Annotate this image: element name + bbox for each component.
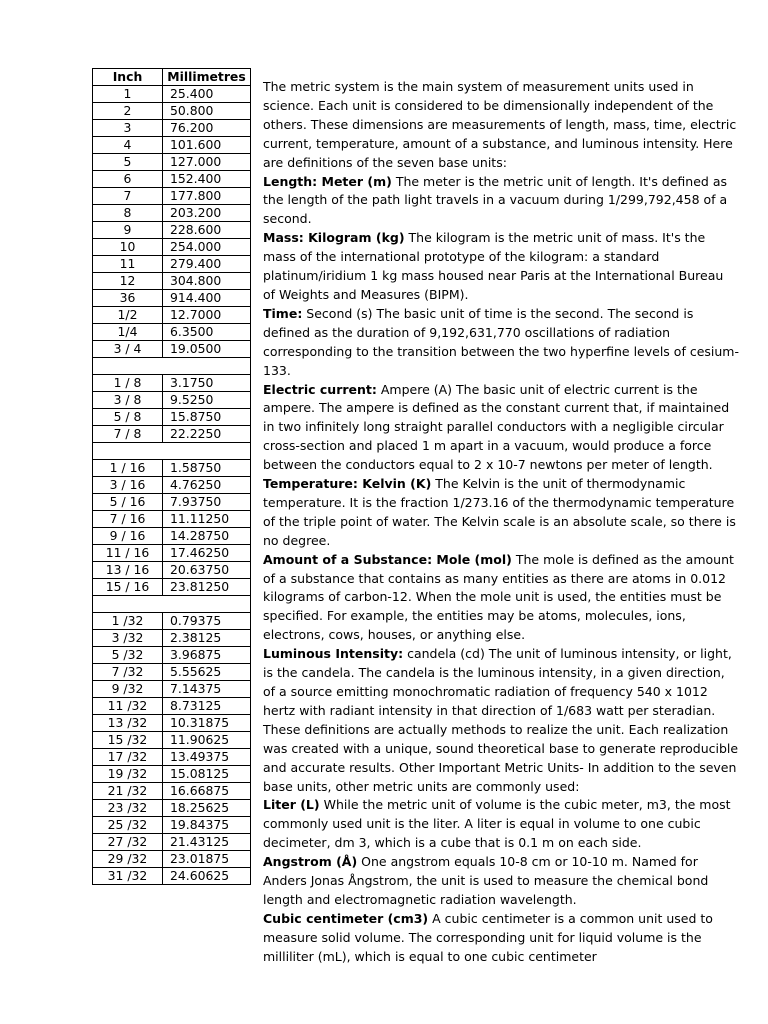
table-row [93,391,251,408]
millimetres-cell: 24.60625 [163,867,251,884]
millimetres-cell: 152.400 [163,171,251,188]
text-paragraph [263,475,739,551]
millimetres-cell: 16.66875 [163,782,251,799]
table-row [93,307,251,324]
inch-cell: 5 / 16 [93,493,163,510]
paragraph-label: Luminous Intensity: [263,646,404,662]
text-paragraph [263,645,739,721]
inch-cell: 23 /32 [93,799,163,816]
millimetres-cell: 2.38125 [163,629,251,646]
table-row [93,680,251,697]
inch-cell: 27 /32 [93,833,163,850]
millimetres-cell: 101.600 [163,137,251,154]
table-row [93,493,251,510]
table-row [93,188,251,205]
millimetres-cell: 228.600 [163,222,251,239]
table-row [93,867,251,884]
table-row [93,103,251,120]
inch-cell: 1/4 [93,324,163,341]
inch-cell: 3 [93,120,163,137]
table-row [93,137,251,154]
inch-cell: 19 /32 [93,765,163,782]
table-row [93,476,251,493]
inch-cell: 7 / 16 [93,510,163,527]
text-paragraph [263,551,739,646]
table-row [93,324,251,341]
millimetres-cell: 23.01875 [163,850,251,867]
inch-cell: 10 [93,239,163,256]
table-row [93,544,251,561]
millimetres-cell: 50.800 [163,103,251,120]
table-row [93,273,251,290]
table-row [93,341,251,358]
inch-cell: 15 /32 [93,731,163,748]
inch-cell: 2 [93,103,163,120]
table-row [93,833,251,850]
text-paragraph [263,381,739,476]
inch-cell: 7 / 8 [93,425,163,442]
inch-cell: 7 [93,188,163,205]
millimetres-column-header: Millimetres [163,69,251,86]
millimetres-cell: 5.55625 [163,663,251,680]
paragraph-body: Second (s) The basic unit of time is the second. The second is defined as the duration of 9,192,631,770 oscillations of radiation corresponding to the transition between the two hyperfine levels of cesium-133. [263,305,739,378]
text-paragraph [263,721,739,797]
inch-cell: 5 / 8 [93,408,163,425]
inch-cell: 13 /32 [93,714,163,731]
table-row [93,799,251,816]
inch-cell: 4 [93,137,163,154]
text-paragraph [263,910,739,967]
table-row [93,561,251,578]
millimetres-cell: 254.000 [163,239,251,256]
millimetres-cell: 6.3500 [163,324,251,341]
table-row [93,374,251,391]
paragraph-body: A cubic centimeter is a common unit used to measure solid volume. The corresponding unit for liquid volume is the milliliter (mL), which is equal to one cubic centimeter [263,910,713,964]
millimetres-cell: 9.5250 [163,391,251,408]
table-row [93,612,251,629]
inch-cell: 11 / 16 [93,544,163,561]
millimetres-cell: 177.800 [163,188,251,205]
paragraph-body: The mole is defined as the amount of a substance that contains as many entities as there are atoms in 0.012 kilograms of carbon-12. When the mole unit is used, the entities must be specified. For example, the entities may be atoms, molecules, ions, electrons, cows, houses, or anything else. [263,551,734,643]
inch-cell: 6 [93,171,163,188]
millimetres-cell: 7.93750 [163,493,251,510]
table-row [93,578,251,595]
millimetres-cell: 21.43125 [163,833,251,850]
millimetres-cell: 23.81250 [163,578,251,595]
millimetres-cell: 20.63750 [163,561,251,578]
table-row [93,527,251,544]
millimetres-cell: 76.200 [163,120,251,137]
table-row [93,459,251,476]
inch-cell: 9 / 16 [93,527,163,544]
millimetres-cell: 15.08125 [163,765,251,782]
millimetres-cell: 19.0500 [163,341,251,358]
table-row [93,86,251,103]
millimetres-cell: 7.14375 [163,680,251,697]
millimetres-cell: 22.2250 [163,425,251,442]
inch-cell: 11 /32 [93,697,163,714]
paragraph-body: The kilogram is the metric unit of mass. It's the mass of the international prototype of the kilogram: a standard platinum/iridium 1 kg mass housed near Paris at the International Bureau of Weights and Measures (BIPM). [263,230,724,302]
table-spacer-row [93,358,251,375]
table-spacer-cell [93,442,251,459]
inch-cell: 1 /32 [93,612,163,629]
paragraph-body: The Kelvin is the unit of thermodynamic temperature. It is the fraction 1/273.16 of the thermodynamic temperature of the triple point of water. The Kelvin scale is an absolute scale, so there is no degree. [263,476,736,548]
table-row [93,510,251,527]
inch-cell: 3 / 4 [93,341,163,358]
table-row [93,205,251,222]
millimetres-cell: 11.11250 [163,510,251,527]
table-spacer-row [93,595,251,612]
text-paragraph [263,229,739,305]
millimetres-cell: 12.7000 [163,307,251,324]
inch-column-header: Inch [93,69,163,86]
millimetres-cell: 19.84375 [163,816,251,833]
paragraph-body: While the metric unit of volume is the cubic meter, m3, the most commonly used unit is the liter. A liter is equal in volume to one cubic decimeter, dm 3, which is a cube that is 0.1 m on each side. [263,797,731,851]
inch-cell: 5 /32 [93,646,163,663]
inch-cell: 5 [93,154,163,171]
millimetres-cell: 127.000 [163,154,251,171]
paragraph-label: Time: [263,305,303,321]
table-row [93,239,251,256]
paragraph-label: Cubic centimeter (cm3) [263,910,429,926]
table-row [93,731,251,748]
inch-cell: 12 [93,273,163,290]
table-row [93,850,251,867]
paragraph-label: Electric current: [263,381,377,397]
inch-cell: 9 /32 [93,680,163,697]
table-spacer-cell [93,595,251,612]
metric-units-text [263,78,739,967]
millimetres-cell: 279.400 [163,256,251,273]
millimetres-cell: 203.200 [163,205,251,222]
paragraph-label: Temperature: Kelvin (K) [263,476,432,492]
table-spacer-cell [93,358,251,375]
text-paragraph [263,305,739,381]
text-paragraph [263,173,739,230]
table-row [93,120,251,137]
table-row [93,425,251,442]
millimetres-cell: 3.96875 [163,646,251,663]
inch-cell: 29 /32 [93,850,163,867]
millimetres-cell: 0.79375 [163,612,251,629]
table-row [93,714,251,731]
inch-cell: 3 /32 [93,629,163,646]
inch-cell: 36 [93,290,163,307]
paragraph-label: Liter (L) [263,797,320,813]
table-row [93,697,251,714]
inch-cell: 1/2 [93,307,163,324]
millimetres-cell: 304.800 [163,273,251,290]
millimetres-cell: 4.76250 [163,476,251,493]
millimetres-cell: 17.46250 [163,544,251,561]
table-row [93,748,251,765]
paragraph-body: The meter is the metric unit of length. It's defined as the length of the path light travels in a vacuum during 1/299,792,458 of a second. [263,173,728,227]
table-row [93,782,251,799]
millimetres-cell: 11.90625 [163,731,251,748]
paragraph-body: Ampere (A) The basic unit of electric current is the ampere. The ampere is defined as the constant current that, if maintained in two infinitely long straight parallel conductors with a negligible circular cross-section and placed 1 m apart in a vacuum, would produce a force between the conductors equal to 2 x 10-7 newtons per meter of length. [263,381,730,473]
paragraph-body: candela (cd) The unit of luminous intensity, or light, is the candela. The candela is the luminous intensity, in a given direction, of a source emitting monochromatic radiation of frequency 540 x 1012 hertz with radiant intensity in that direction of 1/683 watt per steradian. [263,646,732,718]
table-row [93,222,251,239]
table-row [93,816,251,833]
paragraph-label: Length: Meter (m) [263,173,392,189]
inch-cell: 25 /32 [93,816,163,833]
millimetres-cell: 14.28750 [163,527,251,544]
millimetres-cell: 914.400 [163,290,251,307]
millimetres-cell: 1.58750 [163,459,251,476]
inch-cell: 9 [93,222,163,239]
table-row [93,408,251,425]
inch-cell: 8 [93,205,163,222]
text-paragraph [263,796,739,853]
table-row [93,171,251,188]
millimetres-cell: 10.31875 [163,714,251,731]
inch-cell: 7 /32 [93,663,163,680]
table-header-row [93,69,251,86]
millimetres-cell: 3.1750 [163,374,251,391]
inch-cell: 13 / 16 [93,561,163,578]
table-row [93,765,251,782]
paragraph-body: One angstrom equals 10-8 cm or 10-10 m. Named for Anders Jonas Ångstrom, the unit is used to measure the chemical bond length and electromagnetic radiation wavelength. [263,854,709,907]
conversion-table-body [93,86,251,885]
inch-cell: 1 [93,86,163,103]
millimetres-cell: 13.49375 [163,748,251,765]
inch-cell: 3 / 8 [93,391,163,408]
millimetres-cell: 25.400 [163,86,251,103]
inch-cell: 15 / 16 [93,578,163,595]
inch-cell: 21 /32 [93,782,163,799]
conversion-table [92,68,251,885]
paragraph-label: Angstrom (Å) [263,854,358,870]
inch-cell: 31 /32 [93,867,163,884]
table-row [93,154,251,171]
text-paragraph [263,853,739,910]
inch-cell: 3 / 16 [93,476,163,493]
millimetres-cell: 15.8750 [163,408,251,425]
millimetres-cell: 18.25625 [163,799,251,816]
table-row [93,646,251,663]
inch-cell: 17 /32 [93,748,163,765]
table-row [93,629,251,646]
text-paragraph [263,78,739,173]
table-spacer-row [93,442,251,459]
inch-cell: 1 / 16 [93,459,163,476]
inch-cell: 1 / 8 [93,374,163,391]
table-row [93,290,251,307]
table-row [93,663,251,680]
paragraph-label: Mass: Kilogram (kg) [263,230,405,246]
paragraph-body: The metric system is the main system of measurement units used in science. Each unit is considered to be dimensionally independent of the others. These dimensions are measurements of length, mass, time, electric current, temperature, amount of a substance, and luminous intensity. Here are definitions of the seven base units: [263,79,737,170]
table-row [93,256,251,273]
paragraph-label: Amount of a Substance: Mole (mol) [263,551,512,567]
millimetres-cell: 8.73125 [163,697,251,714]
inch-cell: 11 [93,256,163,273]
paragraph-body: These definitions are actually methods to realize the unit. Each realization was created with a unique, sound theoretical base to generate reproducible and accurate results. Other Important Metric Units- In addition to the seven base units, other metric units are commonly used: [263,721,739,794]
